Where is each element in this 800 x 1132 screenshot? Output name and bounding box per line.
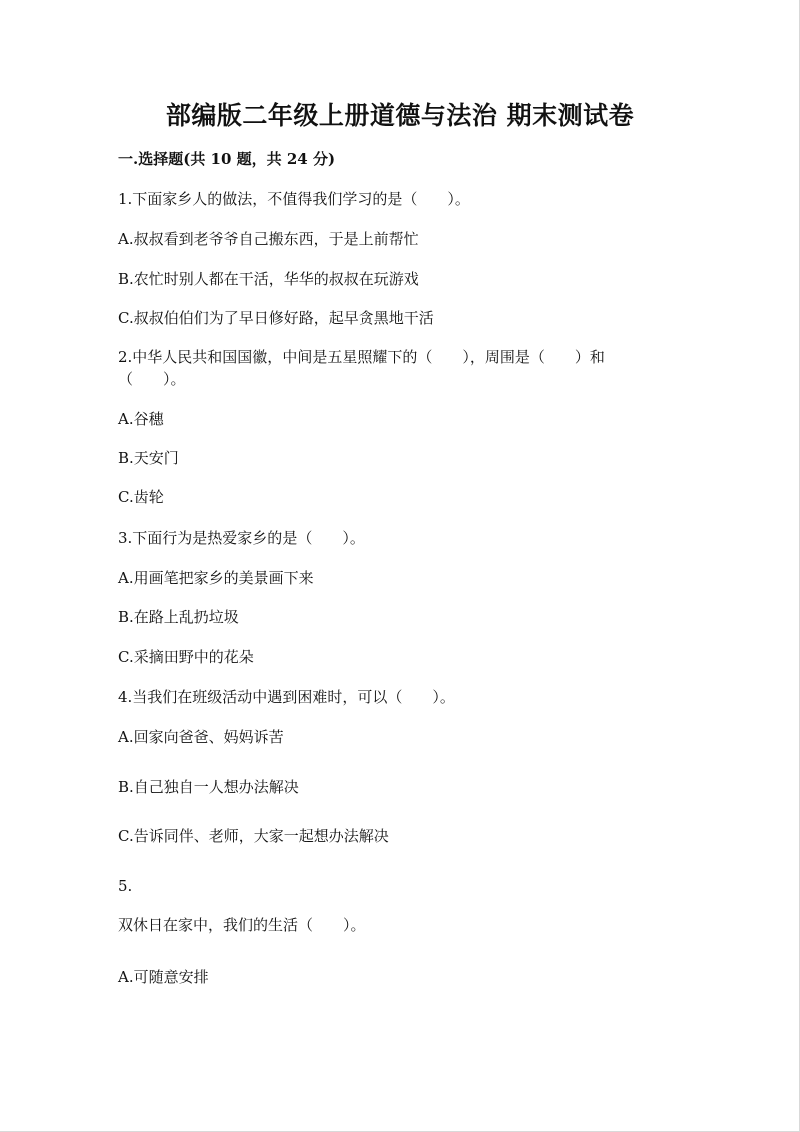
question-3-option-a: A.用画笔把家乡的美景画下来 — [118, 569, 314, 587]
section-heading: 一.选择题(共 10 题，共 24 分) — [118, 150, 336, 168]
question-5-option-a: A.可随意安排 — [118, 968, 209, 986]
question-3-stem: 3.下面行为是热爱家乡的是（ ）。 — [118, 529, 365, 547]
question-4-option-b: B.自己独自一人想办法解决 — [118, 778, 299, 796]
question-4-option-a: A.回家向爸爸、妈妈诉苦 — [118, 728, 284, 746]
question-1-option-b: B.农忙时别人都在干活，华华的叔叔在玩游戏 — [118, 270, 419, 288]
question-2-option-b: B.天安门 — [118, 449, 179, 467]
question-4-stem: 4.当我们在班级活动中遇到困难时，可以（ ）。 — [118, 688, 455, 706]
question-5-number: 5. — [118, 877, 133, 895]
question-5-stem: 双休日在家中，我们的生活（ ）。 — [118, 916, 366, 934]
question-1-option-a: A.叔叔看到老爷爷自己搬东西，于是上前帮忙 — [118, 230, 419, 248]
question-3-option-c: C.采摘田野中的花朵 — [118, 648, 254, 666]
question-1-stem: 1.下面家乡人的做法，不值得我们学习的是（ ）。 — [118, 190, 470, 208]
question-2-option-a: A.谷穗 — [118, 410, 164, 428]
question-4-option-c: C.告诉同伴、老师，大家一起想办法解决 — [118, 827, 389, 845]
question-3-option-b: B.在路上乱扔垃圾 — [118, 608, 239, 626]
question-2-option-c: C.齿轮 — [118, 488, 164, 506]
page-title: 部编版二年级上册道德与法治 期末测试卷 — [165, 101, 635, 130]
question-2-stem: 2.中华人民共和国国徽，中间是五星照耀下的（ ），周围是（ ）和（ ）。 — [118, 348, 605, 388]
question-1-option-c: C.叔叔伯伯们为了早日修好路，起早贪黑地干活 — [118, 309, 434, 327]
